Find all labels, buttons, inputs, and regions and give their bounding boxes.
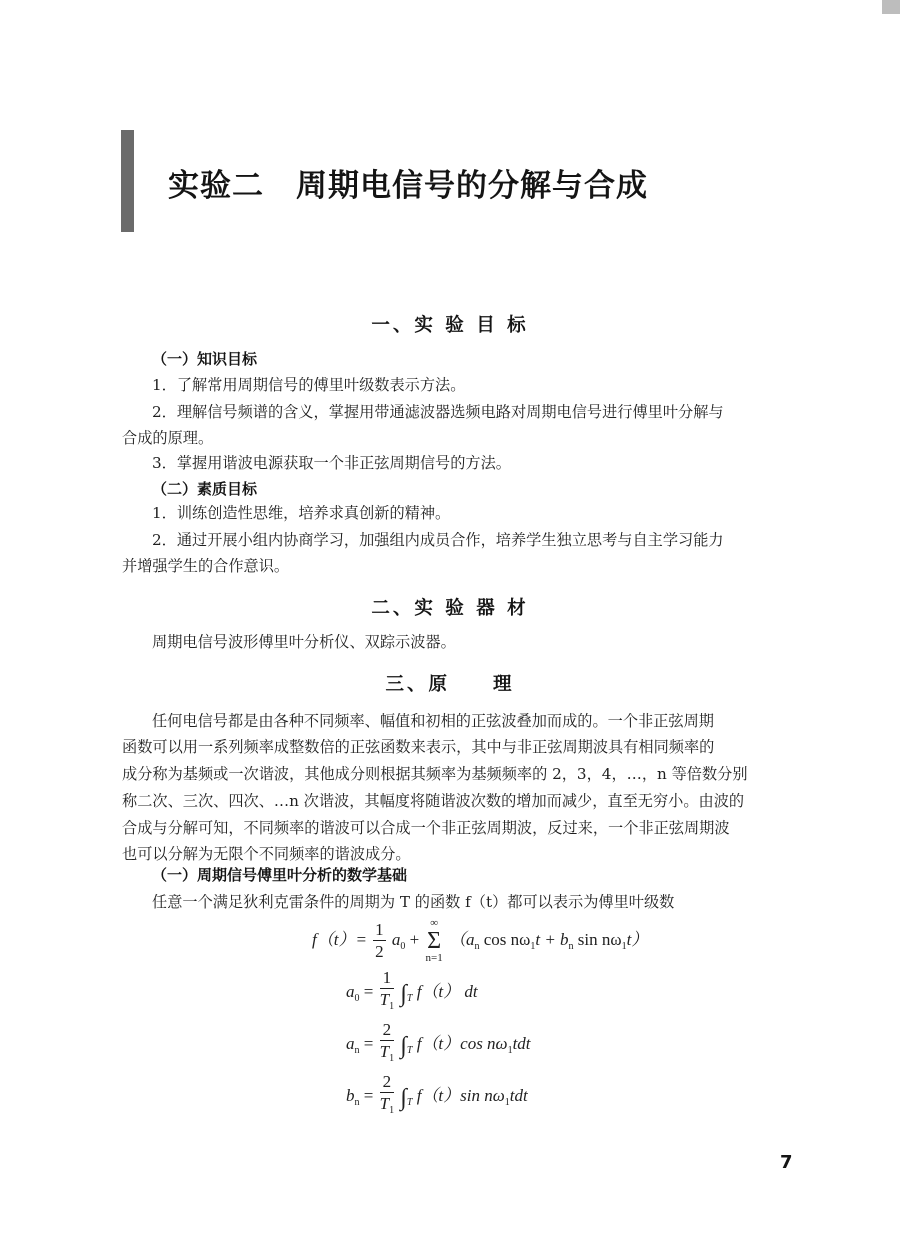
formula-a0: $a_0$ = $\frac{1}{T_1}$ $\int_T$ f（t） dt — [346, 968, 478, 1012]
text-line: 合成的原理。 — [122, 429, 214, 447]
formula-an: $a_n$ = $\frac{2}{T_1}$ $\int_T$ f（t）cos $n\omega_1tdt$ — [346, 1020, 531, 1064]
text-line: 并增强学生的合作意识。 — [122, 557, 290, 575]
formula-fourier-series: f（t）= $\frac{1}{2}$ $a_0$ + ∞ Σ n=1 （$a_n$ $\cos n\omega_1t + b_n$ $\sin n\omega_1t$） — [312, 917, 649, 964]
subheading-math-basis: （一）周期信号傅里叶分析的数学基础 — [152, 866, 408, 884]
section-heading-objectives: 一、实 验 目 标 — [371, 315, 529, 336]
text-line: 成分称为基频或一次谐波，其他成分则根据其频率为基频频率的 2，3，4，…，n 等倍数分别 — [122, 765, 748, 783]
text-line: 合成与分解可知，不同频率的谐波可以合成一个非正弦周期波，反过来，一个非正弦周期波 — [122, 819, 730, 837]
subheading-knowledge: （一）知识目标 — [152, 350, 258, 368]
page-number: 7 — [780, 1152, 793, 1173]
chapter-title: 实验二 周期电信号的分解与合成 — [168, 168, 648, 204]
section-heading-equipment: 二、实 验 器 材 — [371, 598, 529, 619]
text-line: 函数可以用一系列频率成整数倍的正弦函数来表示，其中与非正弦周期波具有相同频率的 — [122, 738, 715, 756]
text-line: 2．通过开展小组内协商学习，加强组内成员合作，培养学生独立思考与自主学习能力 — [152, 531, 724, 549]
title-accent-bar — [121, 130, 134, 232]
subheading-quality: （二）素质目标 — [152, 480, 258, 498]
text-line: 任何电信号都是由各种不同频率、幅值和初相的正弦波叠加而成的。一个非正弦周期 — [152, 712, 714, 730]
text-line: 1．训练创造性思维，培养求真创新的精神。 — [152, 504, 451, 522]
text-line: 周期电信号波形傅里叶分析仪、双踪示波器。 — [152, 633, 456, 651]
corner-mark — [882, 0, 900, 14]
text-line: 也可以分解为无限个不同频率的谐波成分。 — [122, 845, 411, 863]
text-line: 称二次、三次、四次、…n 次谐波，其幅度将随谐波次数的增加而减少，直至无穷小。由波的 — [122, 792, 745, 810]
text-line: 1．了解常用周期信号的傅里叶级数表示方法。 — [152, 376, 466, 394]
text-line: 3．掌握用谐波电源获取一个非正弦周期信号的方法。 — [152, 454, 511, 472]
section-heading-principle: 三、原 理 — [385, 674, 515, 695]
text-line: 2．理解信号频谱的含义，掌握用带通滤波器选频电路对周期电信号进行傅里叶分解与 — [152, 403, 724, 421]
formula-bn: $b_n$ = $\frac{2}{T_1}$ $\int_T$ f（t）sin $n\omega_1tdt$ — [346, 1072, 528, 1116]
text-line: 任意一个满足狄利克雷条件的周期为 T 的函数 f（t）都可以表示为傅里叶级数 — [152, 893, 675, 911]
